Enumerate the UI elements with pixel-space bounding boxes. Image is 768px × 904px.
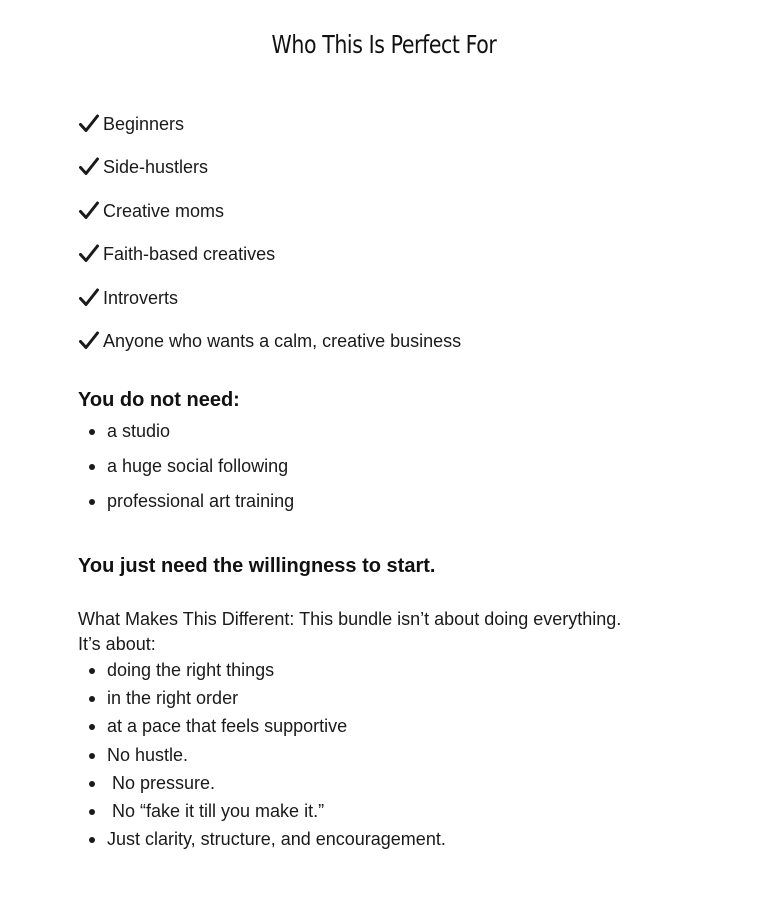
list-item-label: Introverts bbox=[103, 287, 179, 308]
not-need-list bbox=[78, 419, 294, 523]
perfect-for-list bbox=[78, 112, 461, 372]
list-item bbox=[78, 199, 461, 242]
checkmark-icon bbox=[78, 330, 100, 352]
list-item: No “fake it till you make it.” bbox=[78, 799, 446, 827]
list-item bbox=[78, 112, 461, 155]
list-item-label: Creative moms bbox=[103, 200, 225, 221]
list-item bbox=[78, 329, 461, 372]
list-item: a studio bbox=[78, 419, 294, 454]
list-item-label: Faith-based creatives bbox=[103, 244, 276, 265]
checkmark-icon bbox=[78, 243, 100, 265]
list-item bbox=[78, 286, 461, 329]
page-title: Who This Is Perfect For bbox=[271, 30, 497, 59]
list-item bbox=[78, 242, 461, 285]
start-heading: You just need the willingness to start. bbox=[78, 555, 436, 577]
checkmark-icon bbox=[78, 113, 100, 135]
list-item-label: Beginners bbox=[103, 114, 185, 134]
list-item-label: Anyone who wants a calm, creative business bbox=[103, 330, 462, 351]
list-item: professional art training bbox=[78, 489, 294, 524]
list-item: doing the right things bbox=[78, 658, 446, 686]
list-item bbox=[78, 155, 461, 198]
list-item: in the right order bbox=[78, 686, 446, 714]
list-item: Just clarity, structure, and encouragement. bbox=[78, 827, 446, 855]
different-paragraph bbox=[78, 607, 718, 656]
not-need-heading: You do not need: bbox=[78, 389, 240, 411]
different-list bbox=[78, 658, 446, 855]
different-lead: It’s about: bbox=[78, 633, 156, 654]
list-item: No pressure. bbox=[78, 771, 446, 799]
checkmark-icon bbox=[78, 156, 100, 178]
list-item: at a pace that feels supportive bbox=[78, 714, 446, 742]
different-intro: What Makes This Different: This bundle isn’t about doing everything. bbox=[78, 609, 622, 629]
checkmark-icon bbox=[78, 287, 100, 309]
list-item: a huge social following bbox=[78, 454, 294, 489]
list-item-label: Side-hustlers bbox=[103, 157, 209, 178]
checkmark-icon bbox=[78, 200, 100, 222]
list-item: No hustle. bbox=[78, 743, 446, 771]
